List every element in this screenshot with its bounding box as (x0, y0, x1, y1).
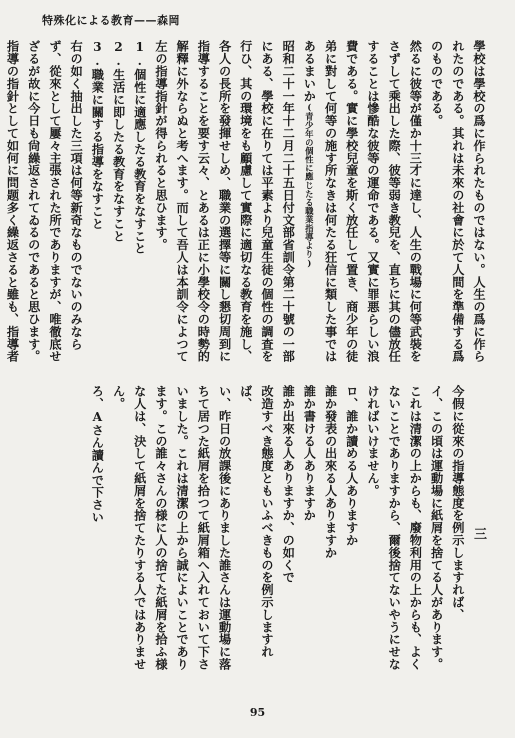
section-heading: 三 (471, 526, 486, 540)
paragraph: 改造すべき態度ともいふべきものを例示しますれば、 (238, 385, 274, 658)
running-header: 特殊化による教育——森岡 (42, 14, 180, 27)
list-item: 1.個性に適應したる教育をなすこと (132, 40, 147, 255)
list-item: 3.職業に關する指導をなすこと (90, 40, 105, 230)
paragraph-text: 然るに彼等が僅か十三才に達し、人生の戰場に何等武裝をさずして乘出した際、彼等弱き教兒を、直ちに其の儘放任することは慘酷な彼等の運命である。又實に罪悪らしい浪費である。實に學校兒童を斯く放任して置き、商少年の徒弟に對して何等の施す所なきは何たる狂信に類した事ではあるまいか (302, 40, 423, 363)
lower-text-block (34, 385, 489, 681)
example-item: ロ、誰か讀める人ありますか (344, 385, 359, 547)
example-item: 誰か發表の出來る人ありますか (323, 385, 338, 559)
page-number: 95 (249, 706, 266, 719)
example-item: ろ、Aさん讀んで下さい (90, 385, 105, 524)
example-item: 誰か出來る人ありますか、の如くで (281, 385, 296, 584)
paragraph: 今假に從來の指導態度を例示しますれば、 (450, 385, 465, 621)
paragraph: 昭和二十一年十二月二十五日付文部省訓令第二十號の一部にある、學校に在りては平素より兒童生徒の個性の調査を行ひ、其の環境をも顧慮して實際に適切なる教育を施し、各人の長所を發揮せしめ、職業の選擇等に關し懇切周到に指導することを要す云々、とあるは正に小學校令の時勢的解釋に外ならぬと考へます。而して吾人は本訓令によつて左の指導指針が得られると思ひます。 (153, 40, 296, 363)
citation-note: (青少年の個性に應じたる職業指導より) (304, 102, 315, 269)
example-item: 誰か書ける人ありますか (302, 385, 317, 522)
list-item: 2.生活に即したる教育をなすこと (111, 40, 126, 242)
paragraph (298, 40, 425, 372)
example-item: イ、この頃は運動場に紙屑を捨てる人があります。これは清潔の上からも、廢物利用の上からも、よくないことでありますから、爾後捨てないやうにせなければいけません。 (365, 385, 444, 671)
paragraph: 學校は學校の爲に作られたものではない。人生の爲に作られたのである。其れは未來の社會に於て人間を準備する爲のものである。 (429, 40, 486, 363)
example-item: い、昨日の放課後にありました誰さんは運動場に落ちて居つた紙屑を拾つて紙屑箱へ入れておいて下さいました。これは清潔の上から誠によいことであります。この誰々さんの様に人の捨てた紙屑を拾ふ様な人は、決して紙屑を捨てたりする人ではありません。 (111, 385, 232, 671)
upper-text-block (5, 40, 489, 372)
paragraph: 右の如く抽出した三項は何等新奇なものでないのみならず、從來として屢々主張された所でありますが、唯徹底せざるが故に今日も尙繰返されてゐるのであると思ひます。指導の指針として如何に問题多く繰返さると雖も、指導者 (5, 40, 84, 363)
